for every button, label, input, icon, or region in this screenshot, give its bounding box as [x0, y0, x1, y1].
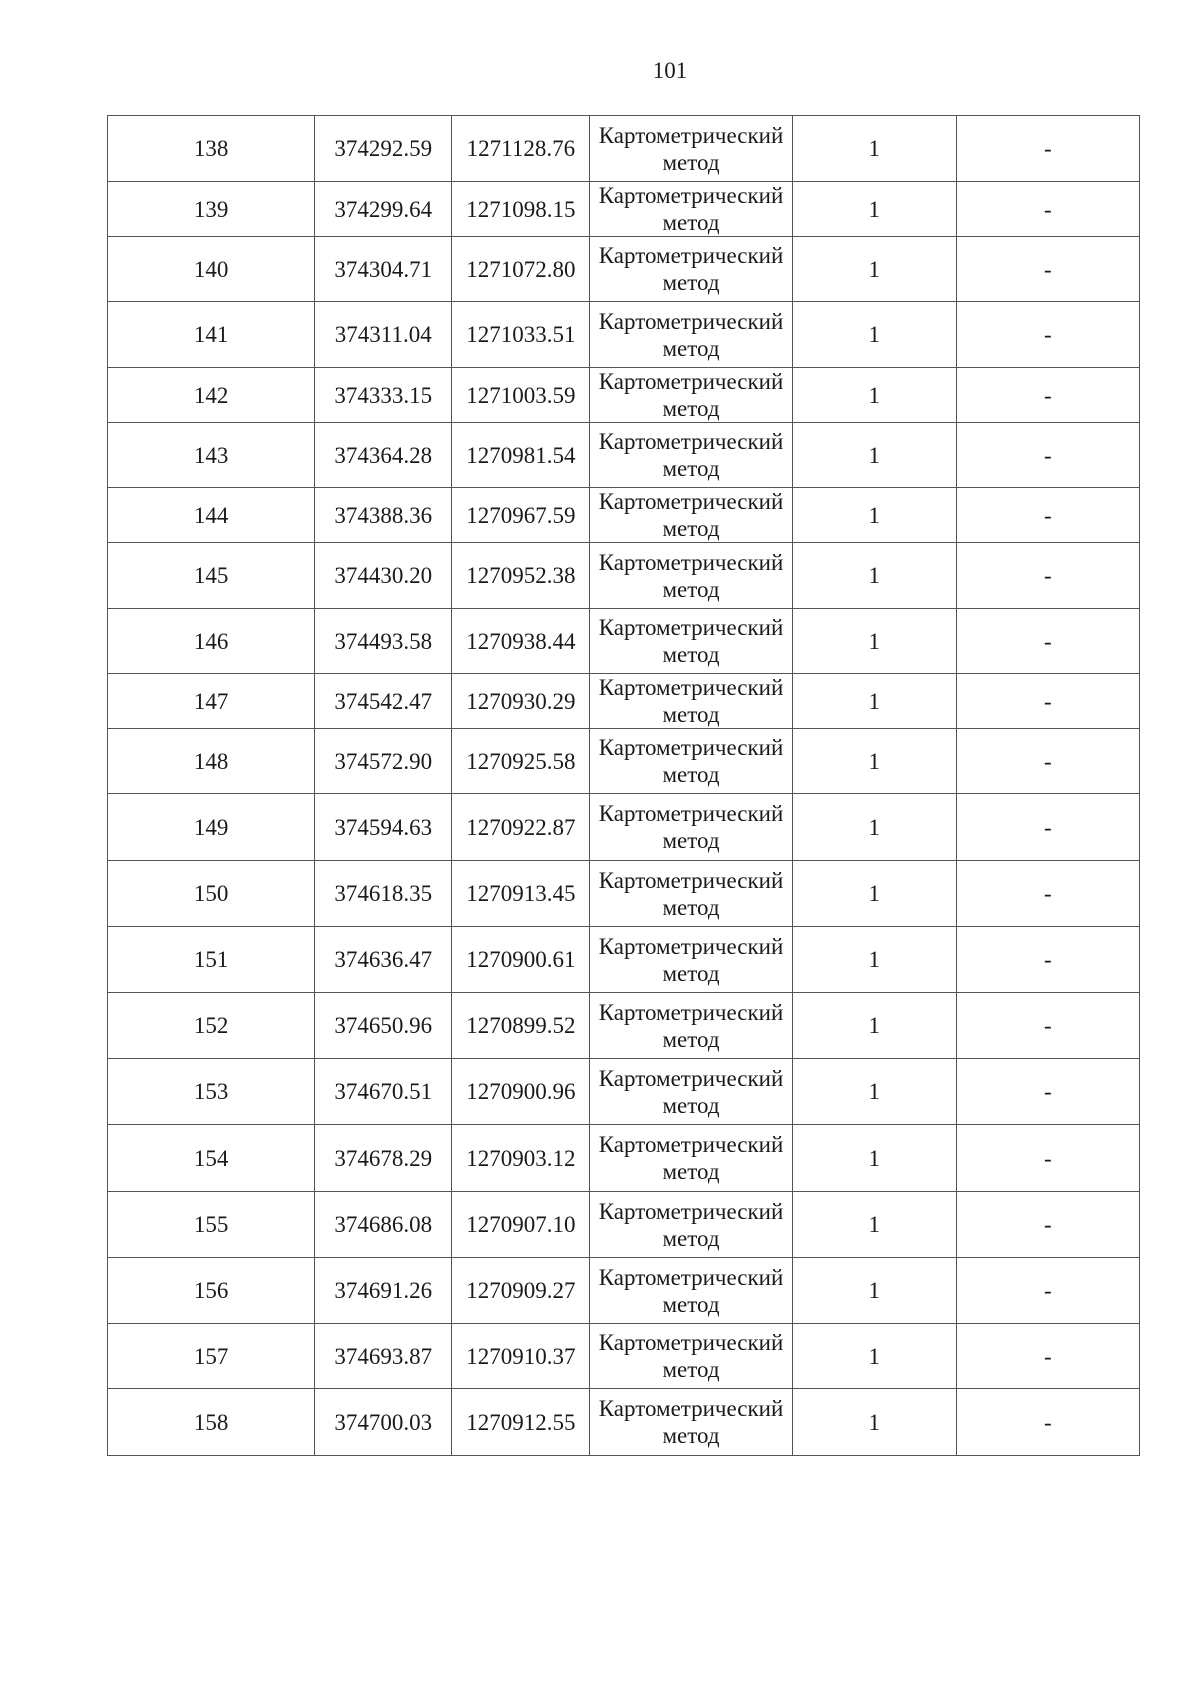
method-cell [590, 182, 792, 237]
point-number-cell: 149 [108, 794, 315, 861]
x-coordinate-cell: 374636.47 [315, 927, 452, 993]
method-line-1: Картометрический [598, 489, 784, 514]
accuracy-cell: 1 [792, 423, 956, 488]
y-coordinate-cell: 1271033.51 [452, 302, 590, 368]
table-row [108, 794, 1140, 861]
x-coordinate-cell: 374542.47 [315, 674, 452, 729]
method-line-2: метод [662, 335, 720, 361]
method-line-2: метод [662, 828, 720, 853]
accuracy-cell: 1 [792, 729, 956, 794]
method-cell [590, 609, 792, 674]
table-row [108, 674, 1140, 729]
note-cell: - [956, 423, 1139, 488]
x-coordinate-cell: 374686.08 [315, 1192, 452, 1258]
x-coordinate-cell: 374299.64 [315, 182, 452, 237]
point-number-cell: 141 [108, 302, 315, 368]
table-row [108, 182, 1140, 237]
table-row [108, 423, 1140, 488]
method-cell [590, 1059, 792, 1125]
method-cell [590, 1192, 792, 1258]
table-row [108, 116, 1140, 182]
accuracy-cell: 1 [792, 674, 956, 729]
point-number-cell: 154 [108, 1125, 315, 1192]
y-coordinate-cell: 1270899.52 [452, 993, 590, 1059]
note-cell: - [956, 609, 1139, 674]
note-cell: - [956, 488, 1139, 543]
method-cell [590, 1389, 792, 1456]
point-number-cell: 148 [108, 729, 315, 794]
note-cell: - [956, 1059, 1139, 1125]
table-row [108, 488, 1140, 543]
page-number: 101 [652, 58, 688, 83]
table-row [108, 237, 1140, 302]
table-row [108, 927, 1140, 993]
table-row [108, 609, 1140, 674]
accuracy-cell: 1 [792, 609, 956, 674]
method-line-2: метод [662, 270, 720, 295]
point-number-cell: 146 [108, 609, 315, 674]
method-line-2: метод [662, 1291, 720, 1317]
method-cell [590, 237, 792, 302]
accuracy-cell: 1 [792, 927, 956, 993]
y-coordinate-cell: 1270910.37 [452, 1324, 590, 1389]
x-coordinate-cell: 374594.63 [315, 794, 452, 861]
table-row [108, 1389, 1140, 1456]
table-row [108, 861, 1140, 927]
point-number-cell: 158 [108, 1389, 315, 1456]
point-number-cell: 156 [108, 1258, 315, 1324]
y-coordinate-cell: 1270967.59 [452, 488, 590, 543]
method-line-1: Картометрический [598, 369, 784, 394]
method-line-1: Картометрический [598, 1065, 784, 1091]
method-line-2: метод [662, 456, 720, 481]
point-number-cell: 147 [108, 674, 315, 729]
method-line-1: Картометрический [598, 122, 784, 148]
x-coordinate-cell: 374618.35 [315, 861, 452, 927]
table-row [108, 1324, 1140, 1389]
method-line-1: Картометрический [598, 867, 784, 893]
x-coordinate-cell: 374650.96 [315, 993, 452, 1059]
method-line-1: Картометрический [598, 1330, 784, 1355]
accuracy-cell: 1 [792, 861, 956, 927]
method-line-1: Картометрический [598, 1264, 784, 1290]
y-coordinate-cell: 1271003.59 [452, 368, 590, 423]
accuracy-cell: 1 [792, 794, 956, 861]
x-coordinate-cell: 374311.04 [315, 302, 452, 368]
accuracy-cell: 1 [792, 1059, 956, 1125]
method-line-1: Картометрический [598, 933, 784, 959]
table-row [108, 1192, 1140, 1258]
x-coordinate-cell: 374364.28 [315, 423, 452, 488]
y-coordinate-cell: 1270900.61 [452, 927, 590, 993]
table-row [108, 368, 1140, 423]
accuracy-cell: 1 [792, 237, 956, 302]
x-coordinate-cell: 374430.20 [315, 543, 452, 609]
method-cell [590, 927, 792, 993]
x-coordinate-cell: 374693.87 [315, 1324, 452, 1389]
y-coordinate-cell: 1270952.38 [452, 543, 590, 609]
method-cell [590, 729, 792, 794]
note-cell: - [956, 1389, 1139, 1456]
y-coordinate-cell: 1270912.55 [452, 1389, 590, 1456]
y-coordinate-cell: 1270922.87 [452, 794, 590, 861]
x-coordinate-cell: 374304.71 [315, 237, 452, 302]
method-cell [590, 302, 792, 368]
table-row [108, 302, 1140, 368]
table-row [108, 993, 1140, 1059]
y-coordinate-cell: 1270938.44 [452, 609, 590, 674]
accuracy-cell: 1 [792, 1192, 956, 1258]
method-line-1: Картометрический [598, 735, 784, 760]
accuracy-cell: 1 [792, 368, 956, 423]
point-number-cell: 138 [108, 116, 315, 182]
method-line-1: Картометрический [598, 1396, 784, 1421]
accuracy-cell: 1 [792, 1324, 956, 1389]
method-cell [590, 116, 792, 182]
table-row [108, 729, 1140, 794]
method-line-2: метод [662, 1092, 720, 1118]
accuracy-cell: 1 [792, 116, 956, 182]
method-cell [590, 543, 792, 609]
method-line-1: Картометрический [598, 308, 784, 334]
table-row [108, 1125, 1140, 1192]
note-cell: - [956, 1324, 1139, 1389]
method-line-2: метод [662, 960, 720, 986]
x-coordinate-cell: 374670.51 [315, 1059, 452, 1125]
method-line-1: Картометрический [598, 549, 784, 575]
point-number-cell: 142 [108, 368, 315, 423]
x-coordinate-cell: 374388.36 [315, 488, 452, 543]
accuracy-cell: 1 [792, 1125, 956, 1192]
x-coordinate-cell: 374700.03 [315, 1389, 452, 1456]
method-cell [590, 1125, 792, 1192]
y-coordinate-cell: 1270909.27 [452, 1258, 590, 1324]
note-cell: - [956, 927, 1139, 993]
y-coordinate-cell: 1271072.80 [452, 237, 590, 302]
method-line-2: метод [662, 396, 720, 421]
method-cell [590, 488, 792, 543]
note-cell: - [956, 182, 1139, 237]
note-cell: - [956, 674, 1139, 729]
point-number-cell: 145 [108, 543, 315, 609]
table-row [108, 1258, 1140, 1324]
coordinates-table [107, 115, 1140, 1456]
method-cell [590, 993, 792, 1059]
method-line-1: Картометрический [598, 1198, 784, 1224]
accuracy-cell: 1 [792, 488, 956, 543]
y-coordinate-cell: 1270930.29 [452, 674, 590, 729]
method-cell [590, 1324, 792, 1389]
point-number-cell: 153 [108, 1059, 315, 1125]
accuracy-cell: 1 [792, 543, 956, 609]
y-coordinate-cell: 1271098.15 [452, 182, 590, 237]
y-coordinate-cell: 1270913.45 [452, 861, 590, 927]
method-line-2: метод [662, 516, 720, 541]
x-coordinate-cell: 374691.26 [315, 1258, 452, 1324]
y-coordinate-cell: 1270907.10 [452, 1192, 590, 1258]
y-coordinate-cell: 1270903.12 [452, 1125, 590, 1192]
method-line-2: метод [662, 1357, 720, 1382]
note-cell: - [956, 794, 1139, 861]
method-line-1: Картометрический [598, 429, 784, 454]
method-line-2: метод [662, 1225, 720, 1251]
note-cell: - [956, 368, 1139, 423]
method-line-1: Картометрический [598, 801, 784, 826]
method-line-2: метод [662, 210, 720, 235]
method-line-2: метод [662, 762, 720, 787]
table-row [108, 543, 1140, 609]
method-line-1: Картометрический [598, 243, 784, 268]
x-coordinate-cell: 374493.58 [315, 609, 452, 674]
y-coordinate-cell: 1271128.76 [452, 116, 590, 182]
note-cell: - [956, 729, 1139, 794]
x-coordinate-cell: 374333.15 [315, 368, 452, 423]
coordinates-table-body [108, 116, 1140, 1456]
accuracy-cell: 1 [792, 993, 956, 1059]
method-cell [590, 423, 792, 488]
method-line-1: Картометрический [598, 675, 784, 700]
point-number-cell: 155 [108, 1192, 315, 1258]
accuracy-cell: 1 [792, 182, 956, 237]
method-line-1: Картометрический [598, 1132, 784, 1157]
note-cell: - [956, 1258, 1139, 1324]
point-number-cell: 151 [108, 927, 315, 993]
method-line-1: Картометрический [598, 999, 784, 1025]
method-line-2: метод [662, 1159, 720, 1184]
method-line-2: метод [662, 149, 720, 175]
note-cell: - [956, 1125, 1139, 1192]
method-cell [590, 368, 792, 423]
y-coordinate-cell: 1270925.58 [452, 729, 590, 794]
note-cell: - [956, 1192, 1139, 1258]
method-line-2: метод [662, 642, 720, 667]
point-number-cell: 139 [108, 182, 315, 237]
point-number-cell: 157 [108, 1324, 315, 1389]
method-line-2: метод [662, 1423, 720, 1448]
point-number-cell: 140 [108, 237, 315, 302]
note-cell: - [956, 543, 1139, 609]
method-cell [590, 674, 792, 729]
method-line-2: метод [662, 894, 720, 920]
method-cell [590, 794, 792, 861]
x-coordinate-cell: 374572.90 [315, 729, 452, 794]
accuracy-cell: 1 [792, 302, 956, 368]
method-line-2: метод [662, 1026, 720, 1052]
x-coordinate-cell: 374678.29 [315, 1125, 452, 1192]
point-number-cell: 144 [108, 488, 315, 543]
point-number-cell: 150 [108, 861, 315, 927]
x-coordinate-cell: 374292.59 [315, 116, 452, 182]
y-coordinate-cell: 1270900.96 [452, 1059, 590, 1125]
accuracy-cell: 1 [792, 1389, 956, 1456]
method-cell [590, 861, 792, 927]
method-line-1: Картометрический [598, 183, 784, 208]
point-number-cell: 143 [108, 423, 315, 488]
note-cell: - [956, 861, 1139, 927]
note-cell: - [956, 302, 1139, 368]
accuracy-cell: 1 [792, 1258, 956, 1324]
note-cell: - [956, 993, 1139, 1059]
note-cell: - [956, 116, 1139, 182]
y-coordinate-cell: 1270981.54 [452, 423, 590, 488]
method-cell [590, 1258, 792, 1324]
method-line-2: метод [662, 576, 720, 602]
note-cell: - [956, 237, 1139, 302]
method-line-2: метод [662, 702, 720, 727]
point-number-cell: 152 [108, 993, 315, 1059]
method-line-1: Картометрический [598, 615, 784, 640]
table-row [108, 1059, 1140, 1125]
